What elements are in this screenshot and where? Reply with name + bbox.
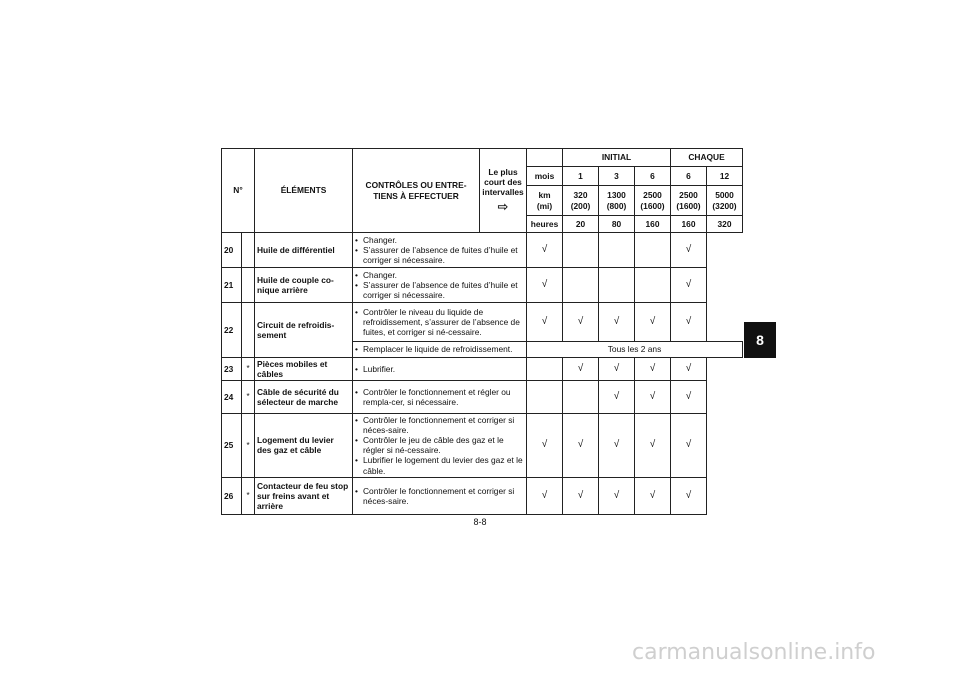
- row-star: *: [242, 358, 255, 381]
- check-mark-cell: √: [527, 477, 563, 514]
- check-mark-cell: √: [671, 268, 707, 303]
- check-item: • Contrôler le fonctionnement et corriger si néces-saire.: [355, 486, 524, 506]
- row-item: Circuit de refroidis-sement: [255, 303, 353, 358]
- interval-text: Tous les 2 ans: [527, 342, 743, 358]
- maintenance-table: [221, 148, 743, 515]
- check-mark-cell: √: [563, 358, 599, 381]
- check-mark-cell: [563, 268, 599, 303]
- check-item: • Remplacer le liquide de refroidissement.: [355, 344, 524, 354]
- check-mark-cell: [635, 268, 671, 303]
- header-month-2: 3: [599, 167, 635, 186]
- row-star: [242, 303, 255, 358]
- header-km-2: 1300 (800): [599, 186, 635, 216]
- check-mark-cell: √: [599, 477, 635, 514]
- check-mark-cell: [563, 381, 599, 414]
- check-item: • Contrôler le fonctionnement et régler ou rempla-cer, si nécessaire.: [355, 387, 524, 407]
- table-row: [222, 303, 743, 342]
- check-mark-cell: √: [671, 477, 707, 514]
- header-km-5: 5000 (3200): [707, 186, 743, 216]
- header-hours-4: 160: [671, 216, 707, 233]
- header-checks: CONTRÔLES OU ENTRE- TIENS À EFFECTUER: [353, 149, 480, 233]
- row-checks: [353, 381, 527, 414]
- row-item: Contacteur de feu stop sur freins avant et arrière: [255, 477, 353, 514]
- check-item: • Contrôler le fonctionnement et corriger si néces-saire.: [355, 415, 524, 435]
- table-row: [222, 477, 743, 514]
- check-item: • S’assurer de l’absence de fuites d’huile et corriger si nécessaire.: [355, 280, 524, 300]
- check-item: • Lubrifier le logement du levier des gaz et le câble.: [355, 455, 524, 475]
- row-number: 20: [222, 233, 242, 268]
- header-hours-3: 160: [635, 216, 671, 233]
- row-checks: [353, 477, 527, 514]
- check-mark-cell: [599, 233, 635, 268]
- header-month-1: 1: [563, 167, 599, 186]
- check-mark-cell: √: [527, 233, 563, 268]
- check-mark-cell: √: [671, 358, 707, 381]
- check-mark-cell: √: [671, 233, 707, 268]
- row-checks: [353, 303, 527, 342]
- header-blank: [527, 149, 563, 167]
- check-mark-cell: √: [599, 414, 635, 477]
- check-mark-cell: [599, 268, 635, 303]
- row-checks: [353, 414, 527, 477]
- table-row: [222, 358, 743, 381]
- check-mark-cell: [635, 233, 671, 268]
- chapter-tab: 8: [744, 322, 776, 358]
- check-mark-cell: √: [635, 303, 671, 342]
- row-star: [242, 268, 255, 303]
- table-row: [222, 268, 743, 303]
- table-body: [222, 233, 743, 515]
- row-star: *: [242, 381, 255, 414]
- check-mark-cell: √: [563, 414, 599, 477]
- page-number: 8-8: [473, 517, 487, 527]
- check-mark-cell: √: [635, 381, 671, 414]
- row-checks: [353, 233, 527, 268]
- row-number: 21: [222, 268, 242, 303]
- check-mark-cell: √: [527, 414, 563, 477]
- check-mark-cell: √: [527, 268, 563, 303]
- table-row: [222, 233, 743, 268]
- check-item: • Lubrifier.: [355, 364, 524, 374]
- check-mark-cell: [563, 233, 599, 268]
- row-number: 24: [222, 381, 242, 414]
- header-every: CHAQUE: [671, 149, 743, 167]
- row-item: Logement du levier des gaz et câble: [255, 414, 353, 477]
- row-star: *: [242, 414, 255, 477]
- row-item: Huile de différentiel: [255, 233, 353, 268]
- header-km-label: km (mi): [527, 186, 563, 216]
- check-mark-cell: √: [671, 303, 707, 342]
- header-km-3: 2500 (1600): [635, 186, 671, 216]
- check-item: • Contrôler le jeu de câble des gaz et le régler si né-cessaire.: [355, 435, 524, 455]
- check-mark-cell: √: [599, 381, 635, 414]
- header-hours-2: 80: [599, 216, 635, 233]
- row-item: Huile de couple co-nique arrière: [255, 268, 353, 303]
- row-item: Câble de sécurité du sélecteur de marche: [255, 381, 353, 414]
- watermark: carmanualsonline.info: [632, 640, 876, 665]
- row-sub-checks: [353, 342, 527, 358]
- check-mark-cell: [527, 358, 563, 381]
- header-initial: INITIAL: [563, 149, 671, 167]
- row-number: 25: [222, 414, 242, 477]
- table-row: [222, 381, 743, 414]
- check-mark-cell: √: [635, 477, 671, 514]
- row-number: 22: [222, 303, 242, 358]
- header-km-1: 320 (200): [563, 186, 599, 216]
- header-hours-label: heures: [527, 216, 563, 233]
- header-no: N°: [222, 149, 255, 233]
- check-mark-cell: √: [563, 477, 599, 514]
- check-mark-cell: √: [671, 381, 707, 414]
- row-checks: [353, 358, 527, 381]
- check-item: • Contrôler le niveau du liquide de refroidissement, s’assurer de l’absence de fuites, et corriger si né-cessaire.: [355, 307, 524, 337]
- header-hours-1: 20: [563, 216, 599, 233]
- row-star: [242, 233, 255, 268]
- check-mark-cell: √: [527, 303, 563, 342]
- check-mark-cell: √: [563, 303, 599, 342]
- row-item: Pièces mobiles et câbles: [255, 358, 353, 381]
- check-mark-cell: [527, 381, 563, 414]
- header-km-4: 2500 (1600): [671, 186, 707, 216]
- check-mark-cell: √: [671, 414, 707, 477]
- check-mark-cell: √: [635, 414, 671, 477]
- arrow-right-icon: ⇨: [497, 198, 509, 214]
- row-number: 23: [222, 358, 242, 381]
- header-month-5: 12: [707, 167, 743, 186]
- check-item: • Changer.: [355, 235, 524, 245]
- row-number: 26: [222, 477, 242, 514]
- header-months-label: mois: [527, 167, 563, 186]
- header-items: ÉLÉMENTS: [255, 149, 353, 233]
- check-mark-cell: √: [635, 358, 671, 381]
- row-star: *: [242, 477, 255, 514]
- shortest-interval-label: Le plus court des intervalles: [482, 166, 524, 197]
- header-shortest: [480, 149, 527, 233]
- check-mark-cell: √: [599, 303, 635, 342]
- table-row: [222, 414, 743, 477]
- header-month-3: 6: [635, 167, 671, 186]
- check-item: • Changer.: [355, 270, 524, 280]
- check-mark-cell: √: [599, 358, 635, 381]
- header-month-4: 6: [671, 167, 707, 186]
- check-item: • S’assurer de l’absence de fuites d’huile et corriger si nécessaire.: [355, 245, 524, 265]
- row-checks: [353, 268, 527, 303]
- header-hours-5: 320: [707, 216, 743, 233]
